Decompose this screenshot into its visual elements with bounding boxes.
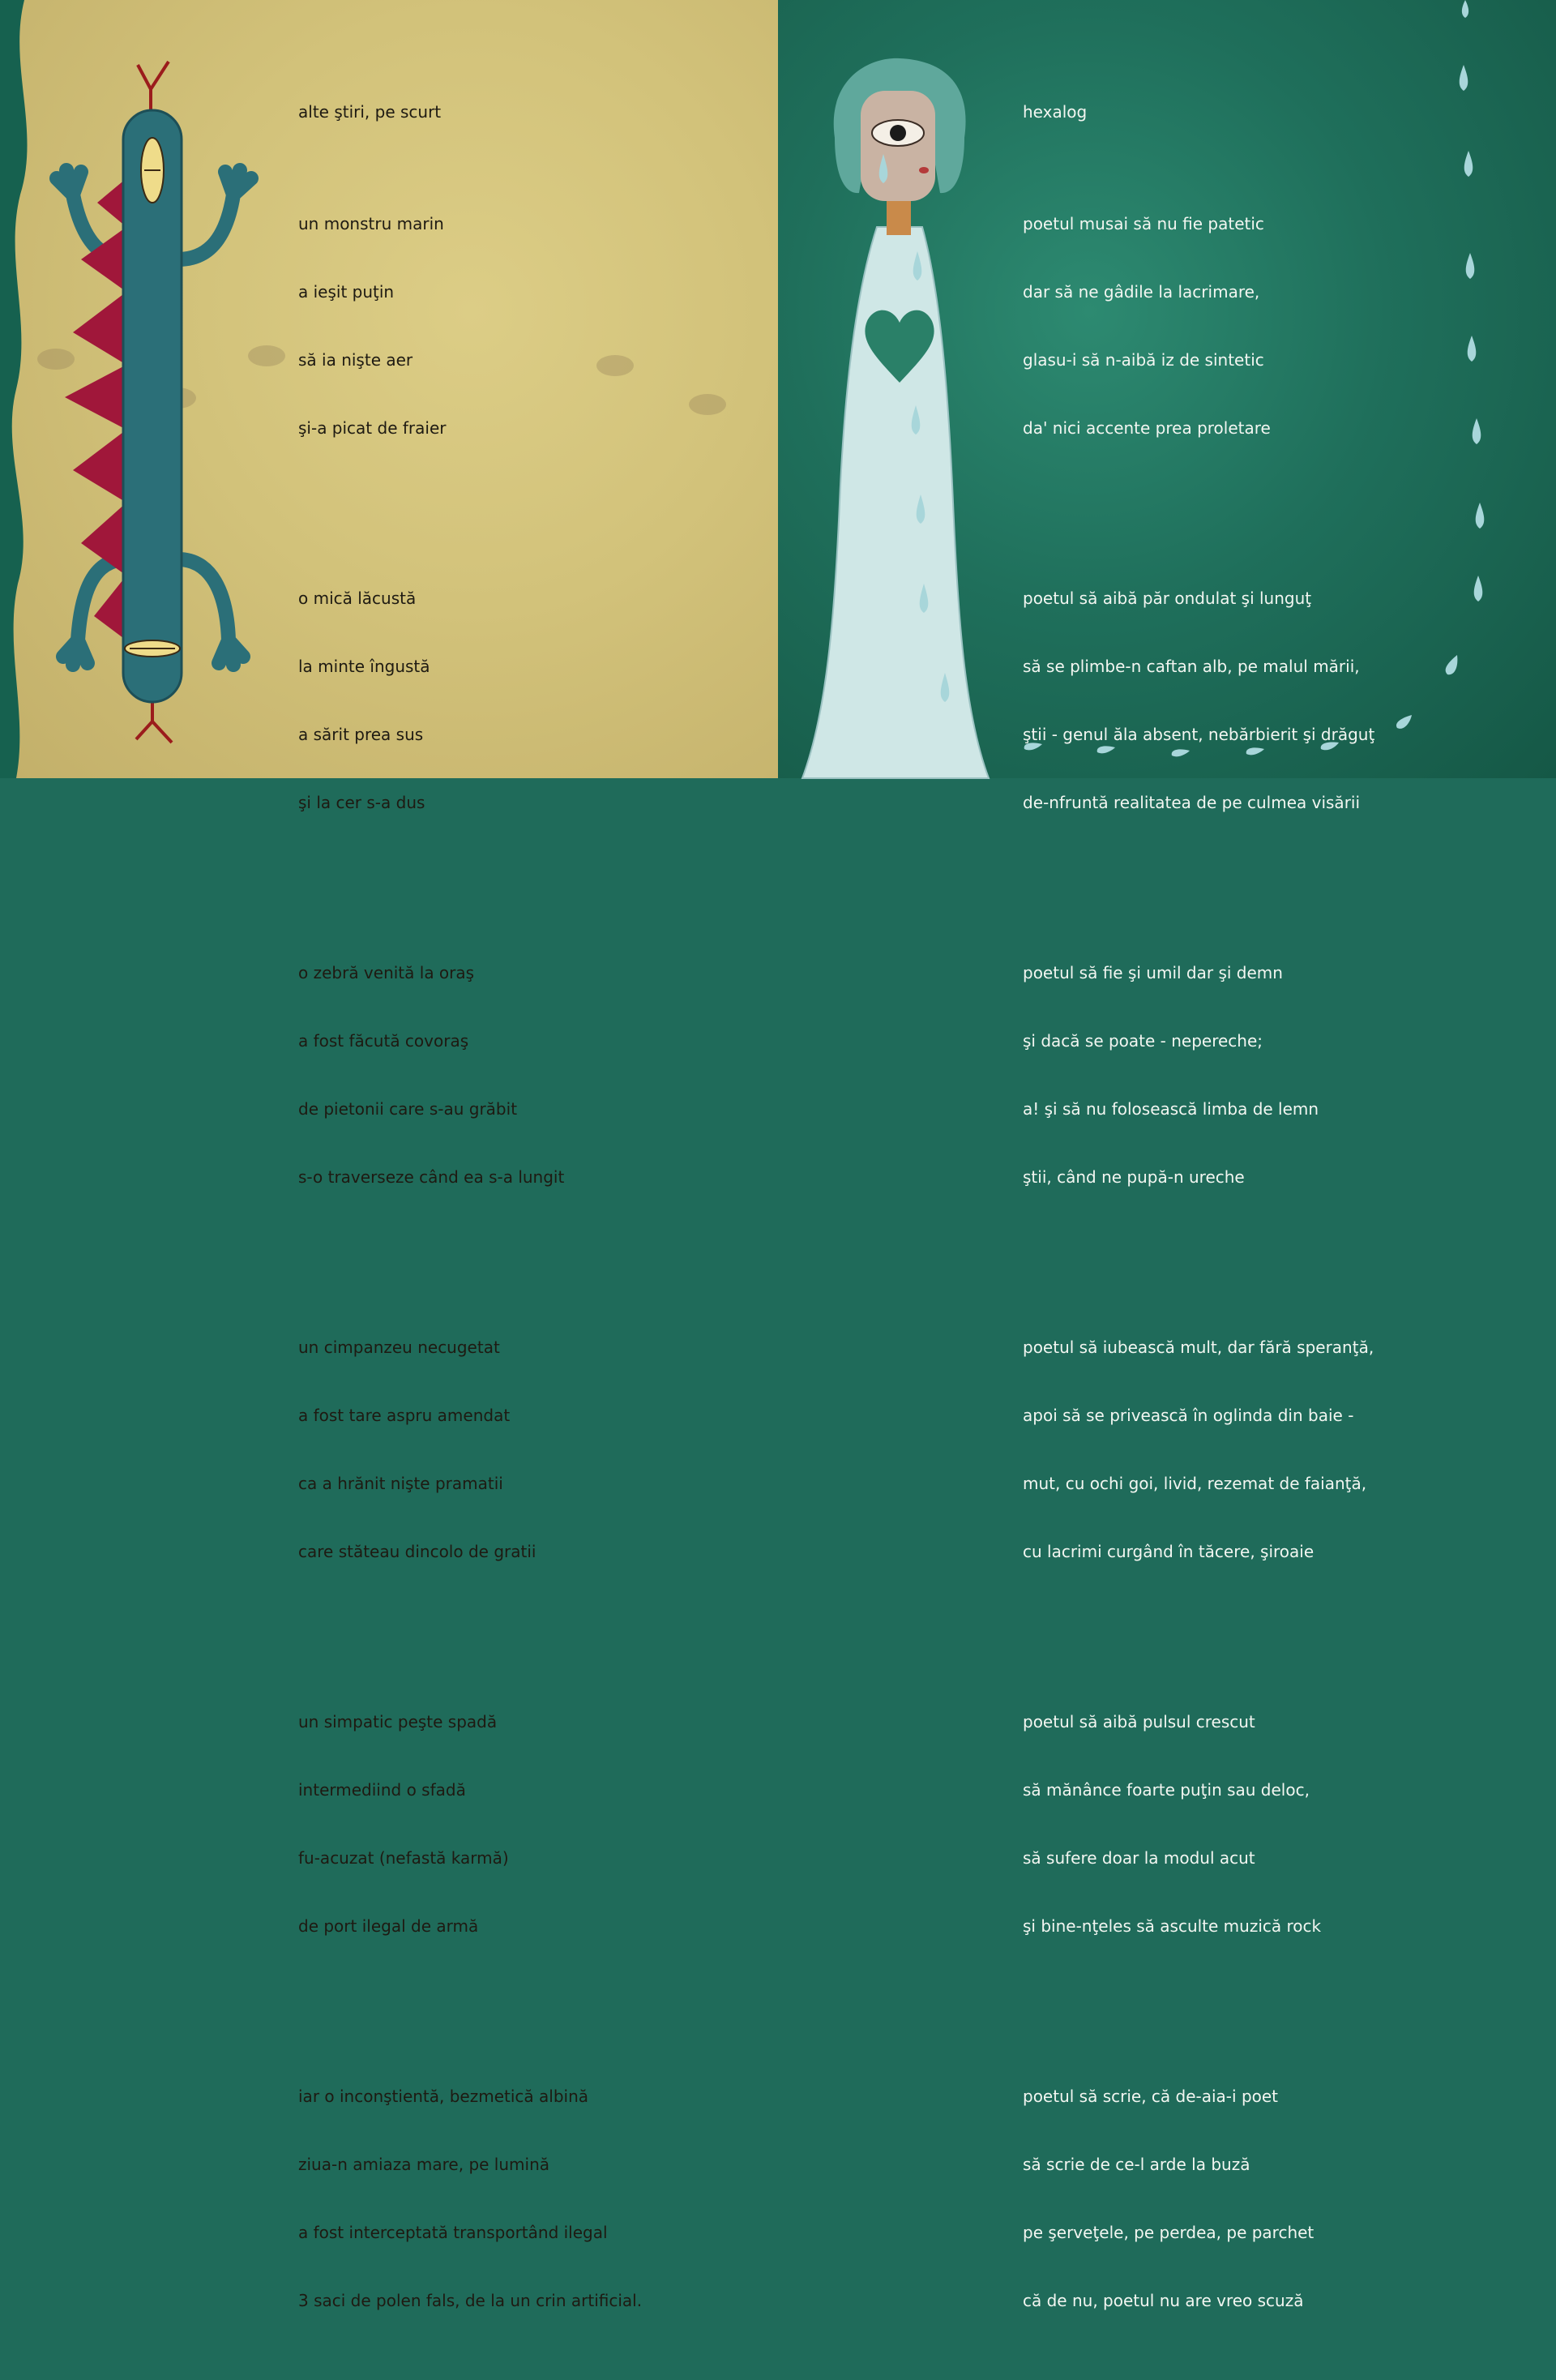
stanza <box>1023 1689 1374 1981</box>
poem-line: poetul musai să nu fie patetic <box>1023 214 1264 233</box>
poem-line: cu lacrimi curgând în tăcere, şiroaie <box>1023 1542 1314 1561</box>
poem-line: fu-acuzat (nefastă karmă) <box>298 1848 509 1868</box>
poem-line: care stăteau dincolo de gratii <box>298 1542 536 1561</box>
stanza <box>1023 191 1374 483</box>
poem-line: la minte îngustă <box>298 657 430 676</box>
poem-line: poetul să aibă pulsul crescut <box>1023 1712 1255 1731</box>
poem-line: a ieşit puţin <box>298 282 395 302</box>
poem-line: s-o traverseze când ea s-a lungit <box>298 1167 565 1187</box>
left-poem <box>298 55 642 2380</box>
stanza <box>1023 1315 1374 1607</box>
poem-line: să mănânce foarte puţin sau deloc, <box>1023 1780 1310 1800</box>
poem-line: un monstru marin <box>298 214 444 233</box>
poem-line: ca a hrănit nişte pramatii <box>298 1474 503 1493</box>
poem-line: să se plimbe-n caftan alb, pe malul mării, <box>1023 657 1360 676</box>
poem-line: a! şi să nu folosească limba de lemn <box>1023 1099 1319 1119</box>
poem-line: ştii - genul ăla absent, nebărbierit şi drăguţ <box>1023 725 1375 744</box>
poem-line: poetul să fie şi umil dar şi demn <box>1023 963 1283 982</box>
poem-line: ştii, când ne pupă-n ureche <box>1023 1167 1245 1187</box>
poem-line: poetul să scrie, că de-aia-i poet <box>1023 2087 1279 2106</box>
poem-line: glasu-i să n-aibă iz de sintetic <box>1023 350 1264 370</box>
stanza <box>298 940 642 1232</box>
stanza <box>1023 940 1374 1232</box>
poem-line: a fost tare aspru amendat <box>298 1406 511 1425</box>
poem-line: de pietonii care s-au grăbit <box>298 1099 518 1119</box>
poem-line: 3 saci de polen fals, de la un crin artificial. <box>298 2291 643 2310</box>
poem-line: să scrie de ce-l arde la buză <box>1023 2155 1250 2174</box>
poem-line: apoi să se privească în oglinda din baie - <box>1023 1406 1354 1425</box>
stanza <box>1023 566 1374 858</box>
poem-line: intermediind o sfadă <box>298 1780 466 1800</box>
poem-line: pe şerveţele, pe perdea, pe parchet <box>1023 2223 1314 2242</box>
poem-line: că de nu, poetul nu are vreo scuză <box>1023 2291 1304 2310</box>
poem-line: şi la cer s-a dus <box>298 793 425 812</box>
poem-line: poetul să iubească mult, dar fără speranţă, <box>1023 1338 1374 1357</box>
stanza <box>298 1315 642 1607</box>
poem-line: dar să ne gâdile la lacrimare, <box>1023 282 1260 302</box>
footprint-mark <box>689 394 726 415</box>
poem-line: un simpatic peşte spadă <box>298 1712 498 1731</box>
stanza <box>298 191 642 483</box>
left-page <box>0 0 778 2310</box>
left-edge-wave <box>0 0 49 778</box>
poem-line: de port ilegal de armă <box>298 1916 479 1936</box>
poem-line: da' nici accente prea proletare <box>1023 418 1271 438</box>
poem-line: poetul să aibă păr ondulat şi lunguţ <box>1023 589 1312 608</box>
poem-line: a fost interceptată transportând ilegal <box>298 2223 608 2242</box>
stanza <box>298 1689 642 1981</box>
stanza <box>298 566 642 858</box>
poem-line: a sărit prea sus <box>298 725 424 744</box>
poem-line: să sufere doar la modul acut <box>1023 1848 1255 1868</box>
poem-title: hexalog <box>1023 102 1088 122</box>
poem-line: iar o inconştientă, bezmetică albină <box>298 2087 589 2106</box>
poem-line: un cimpanzeu necugetat <box>298 1338 500 1357</box>
poem-line: o mică lăcustă <box>298 589 417 608</box>
stanza <box>298 2064 642 2356</box>
stanza <box>1023 2064 1374 2356</box>
poem-line: de-nfruntă realitatea de pe culmea visării <box>1023 793 1361 812</box>
poem-line: şi-a picat de fraier <box>298 418 447 438</box>
right-poem <box>1023 55 1374 2380</box>
poem-line: să ia nişte aer <box>298 350 413 370</box>
poem-line: ziua-n amiaza mare, pe lumină <box>298 2155 549 2174</box>
poem-line: a fost făcută covoraş <box>298 1031 469 1051</box>
poem-line: şi bine-nţeles să asculte muzică rock <box>1023 1916 1322 1936</box>
poem-line: şi dacă se poate - nepereche; <box>1023 1031 1263 1051</box>
poem-line: mut, cu ochi goi, livid, rezemat de faianţă, <box>1023 1474 1367 1493</box>
sea-monster-illustration <box>49 57 259 746</box>
poem-line: o zebră venită la oraş <box>298 963 475 982</box>
poem-title: alte ştiri, pe scurt <box>298 102 442 122</box>
